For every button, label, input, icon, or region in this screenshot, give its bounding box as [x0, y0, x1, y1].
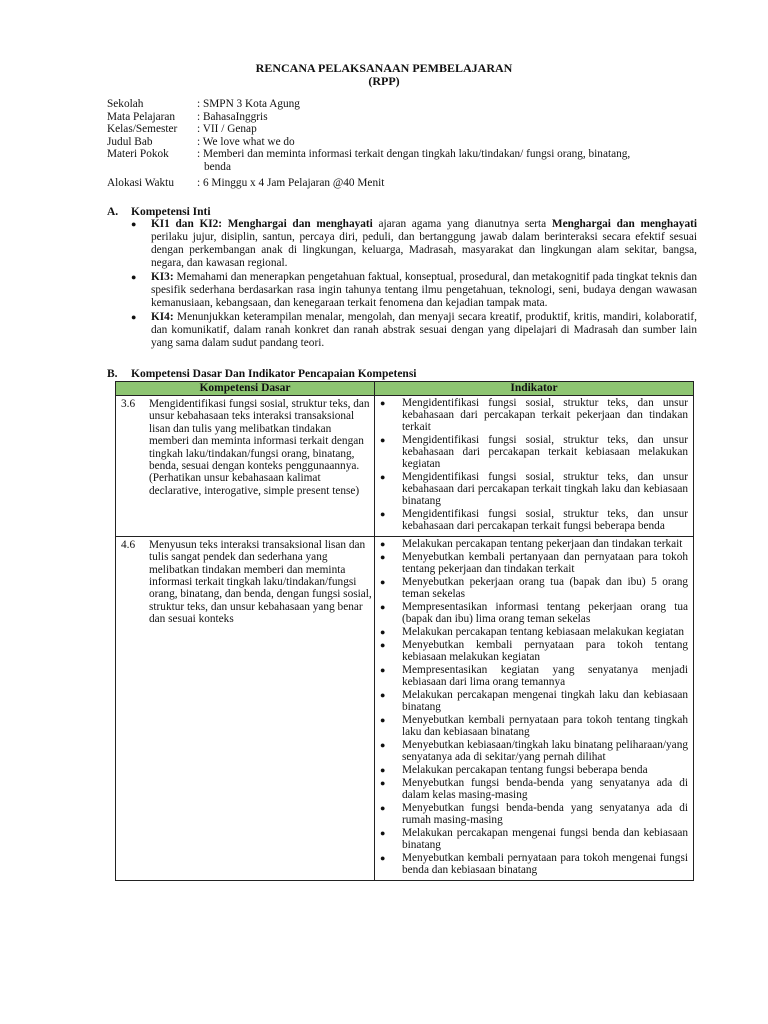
section-title: Kompetensi Dasar Dan Indikator Pencapaian Kompetensi [131, 368, 417, 380]
info-value: : BahasaInggris [197, 110, 268, 123]
info-label: Materi Pokok [107, 148, 169, 160]
bullet-icon: ● [380, 764, 386, 775]
bullet-icon: ● [380, 778, 386, 788]
indicator-item [378, 627, 688, 639]
ki-item [130, 271, 697, 310]
document-title: RENCANA PELAKSANAAN PEMBELAJARAN [255, 61, 513, 75]
indicator-text: Menyebutkan kembali pertanyaan dan pernyataan para tokoh tentang pekerjaan dan tindakan terkait [402, 550, 688, 575]
indicator-item [378, 665, 688, 689]
bullet-icon: ● [380, 626, 386, 637]
indicator-text: Menyebutkan fungsi benda-benda yang senyatanya ada di rumah masing-masing [402, 802, 688, 826]
section-letter: A. [107, 206, 119, 218]
indicator-item [378, 435, 688, 471]
indicator-text: Melakukan percakapan tentang kebiasaan melakukan kegiatan [402, 625, 684, 638]
ki-body: ajaran agama yang dianutnya serta [372, 218, 552, 230]
ki-body: Menunjukkan keterampilan menalar, mengolah, dan menyaji secara kreatif, produktif, kritis, mandiri, kolaboratif, dan komunikatif, dalam ranah konkret dan ranah abstrak sesuai dengan yang dipelajari di Madrasah dan sumber lain yang sama dalam sudut pandang teori. [151, 311, 697, 349]
indicator-item [378, 640, 688, 664]
indicator-cell [375, 396, 694, 537]
kd-cell [116, 396, 375, 537]
header-kompetensi-dasar: Kompetensi Dasar [116, 382, 375, 396]
info-value: : VII / Genap [197, 123, 257, 135]
indicator-item [378, 778, 688, 802]
indicator-text: Menyebutkan fungsi benda-benda yang senyatanya ada di dalam kelas masing-masing [402, 777, 688, 801]
bullet-icon: ● [131, 312, 137, 322]
document-subtitle: (RPP) [368, 74, 400, 88]
info-value: : 6 Minggu x 4 Jam Pelajaran @40 Menit [197, 177, 385, 189]
indicator-text: Menyebutkan kembali pernyataan para tokoh tentang tingkah laku dan kebiasaan binatang [402, 713, 688, 738]
indicator-item [378, 853, 688, 877]
bullet-icon: ● [380, 714, 386, 725]
bullet-icon: ● [380, 853, 386, 863]
section-letter: B. [107, 368, 118, 380]
section-b-heading [107, 368, 417, 381]
kd-description: Menyusun teks interaksi transaksional lisan dan tulis sangat pendek dan sederhana yang melibatkan tindakan memberi dan meminta informasi terkait tingkah laku/tindakan/fungsi orang, binatang, dan benda, dengan fungsi sosial, struktur teks, dan unsur kebahasaan yang benar dan sesuai konteks [149, 538, 372, 626]
indicator-text: Mempresentasikan kegiatan yang senyatanya menjadi kebiasaan dari lima orang temannya [402, 663, 688, 688]
indicator-text: Menyebutkan kebiasaan/tingkah laku binatang peliharaan/yang senyatanya ada di sekitar/yang pernah dilihat [402, 738, 688, 763]
ki-label: KI1 dan KI2: Menghargai dan menghayati [151, 218, 373, 230]
info-value: : Memberi dan meminta informasi terkait dengan tingkah laku/tindakan/ fungsi orang, binatang, [197, 148, 631, 160]
bullet-icon: ● [380, 803, 386, 813]
indicator-text: Mengidentifikasi fungsi sosial, struktur teks, dan unsur kebahasaan dari percakapan terkait tingkah laku dan kebiasaan binatang [402, 470, 688, 507]
bullet-icon: ● [380, 689, 386, 700]
indicator-text: Mengidentifikasi fungsi sosial, struktur teks, dan unsur kebahasaan dari percakapan terkait fungsi beberapa benda [402, 507, 688, 532]
ki-label: KI3: [151, 271, 174, 283]
indicator-list [375, 537, 693, 880]
indicator-cell [375, 536, 694, 880]
indicator-item [378, 398, 688, 434]
kd-cell [116, 536, 375, 880]
bullet-icon: ● [131, 219, 137, 229]
kompetensi-inti-list [130, 218, 697, 351]
info-value: : We love what we do [197, 135, 295, 148]
indicator-text: Melakukan percakapan tentang pekerjaan dan tindakan terkait [402, 537, 683, 550]
bullet-icon: ● [380, 576, 386, 587]
indicator-item [378, 602, 688, 626]
ki-body: perilaku jujur, disiplin, santun, percaya diri, peduli, dan bertanggung jawab dalam berinteraksi secara efektif sesuai dengan perkembangan anak di lingkungan, keluarga, Madrasah, masyarakat dan lingkungan alam sekitar, bangsa, negara, dan kawasan regional. [151, 231, 697, 269]
indicator-item [378, 552, 688, 576]
table-header-row [116, 382, 694, 396]
info-label: Sekolah [107, 98, 144, 110]
ki-item [130, 311, 697, 350]
bullet-icon: ● [380, 434, 386, 445]
bullet-icon: ● [131, 272, 137, 282]
ki-item [130, 218, 697, 270]
indicator-list [375, 396, 693, 536]
indicator-item [378, 539, 688, 551]
indicator-item [378, 690, 688, 714]
bullet-icon: ● [380, 471, 386, 482]
bullet-icon: ● [380, 601, 386, 612]
bullet-icon: ● [380, 508, 386, 519]
ki-label: Menghargai dan menghayati [551, 218, 697, 230]
ki-body: Memahami dan menerapkan pengetahuan faktual, konseptual, prosedural, dan metakognitif pada tingkat teknis dan spesifik sederhana berdasarkan rasa ingin tahunya tentang ilmu pengetahuan, teknologi, seni, budaya dengan wawasan kemanusiaan, kebangsaan, dan kenegaraan terkait fenomena dan kejadian tampak mata. [151, 271, 697, 309]
info-row-judul-bab [107, 136, 707, 149]
bullet-icon: ● [380, 538, 386, 549]
bullet-icon: ● [380, 664, 386, 675]
indicator-text: Mempresentasikan informasi tentang pekerjaan orang tua (bapak dan ibu) lima orang teman sekelas [402, 600, 688, 625]
indicator-text: Menyebutkan kembali pernyataan para tokoh mengenai fungsi benda dan kebiasaan binatang [402, 852, 688, 876]
indicator-item [378, 803, 688, 827]
bullet-icon: ● [380, 551, 386, 562]
indicator-item [378, 740, 688, 764]
identity-block [107, 98, 707, 190]
kd-number: 3.6 [121, 398, 136, 410]
info-row-materi-pokok-cont [107, 161, 707, 174]
indicator-text: Mengidentifikasi fungsi sosial, struktur teks, dan unsur kebahasaan dari percakapan terkait kebiasaan melakukan kegiatan [402, 433, 688, 470]
indicator-item [378, 509, 688, 533]
header-indikator: Indikator [375, 382, 694, 396]
kd-number: 4.6 [121, 538, 136, 551]
indicator-text: Melakukan percakapan tentang fungsi beberapa benda [402, 763, 648, 776]
bullet-icon: ● [380, 828, 386, 838]
indicator-text: Melakukan percakapan mengenai fungsi benda dan kebiasaan binatang [402, 827, 688, 851]
indicator-item [378, 577, 688, 601]
info-label: Judul Bab [107, 135, 153, 148]
info-label: Mata Pelajaran [107, 110, 176, 123]
indicator-item [378, 715, 688, 739]
info-row-kelas-semester [107, 123, 707, 136]
info-row-sekolah [107, 98, 707, 111]
table-row [116, 396, 694, 537]
info-row-mata-pelajaran [107, 111, 707, 124]
info-row-alokasi-waktu [107, 177, 707, 190]
ki-label: KI4: [151, 311, 174, 323]
section-title: Kompetensi Inti [131, 206, 211, 218]
ki-text [151, 218, 697, 270]
table-row [116, 536, 694, 880]
bullet-icon: ● [380, 398, 386, 408]
ki-text [151, 311, 697, 350]
ki-text [151, 271, 697, 310]
indicator-text: Melakukan percakapan mengenai tingkah laku dan kebiasaan binatang [402, 688, 688, 713]
info-value: : SMPN 3 Kota Agung [197, 98, 300, 110]
indicator-item [378, 765, 688, 777]
indicator-text: Mengidentifikasi fungsi sosial, struktur teks, dan unsur kebahasaan dari percakapan terkait pekerjaan dan tindakan terkait [402, 397, 688, 433]
indicator-item [378, 828, 688, 852]
kompetensi-dasar-table [115, 381, 694, 881]
info-row-materi-pokok [107, 148, 707, 161]
info-label: Alokasi Waktu [107, 177, 174, 189]
indicator-text: Menyebutkan pekerjaan orang tua (bapak dan ibu) 5 orang teman sekelas [402, 575, 688, 600]
kd-description: Mengidentifikasi fungsi sosial, struktur teks, dan unsur kebahasaan teks interaksi transaksional lisan dan tulis yang melibatkan tindakan memberi dan meminta informasi terkait dengan tingkah laku/tindakan/fungsi orang, binatang, benda, sesuai dengan konteks penggunaannya. (Perhatikan unsur kebahasaan kalimat declarative, interogative, simple present tense) [149, 398, 370, 497]
indicator-item [378, 472, 688, 508]
info-value: benda [204, 160, 231, 173]
info-label: Kelas/Semester [107, 123, 178, 135]
bullet-icon: ● [380, 739, 386, 750]
bullet-icon: ● [380, 639, 386, 650]
indicator-text: Menyebutkan kembali pernyataan para tokoh tentang kebiasaan melakukan kegiatan [402, 638, 688, 663]
